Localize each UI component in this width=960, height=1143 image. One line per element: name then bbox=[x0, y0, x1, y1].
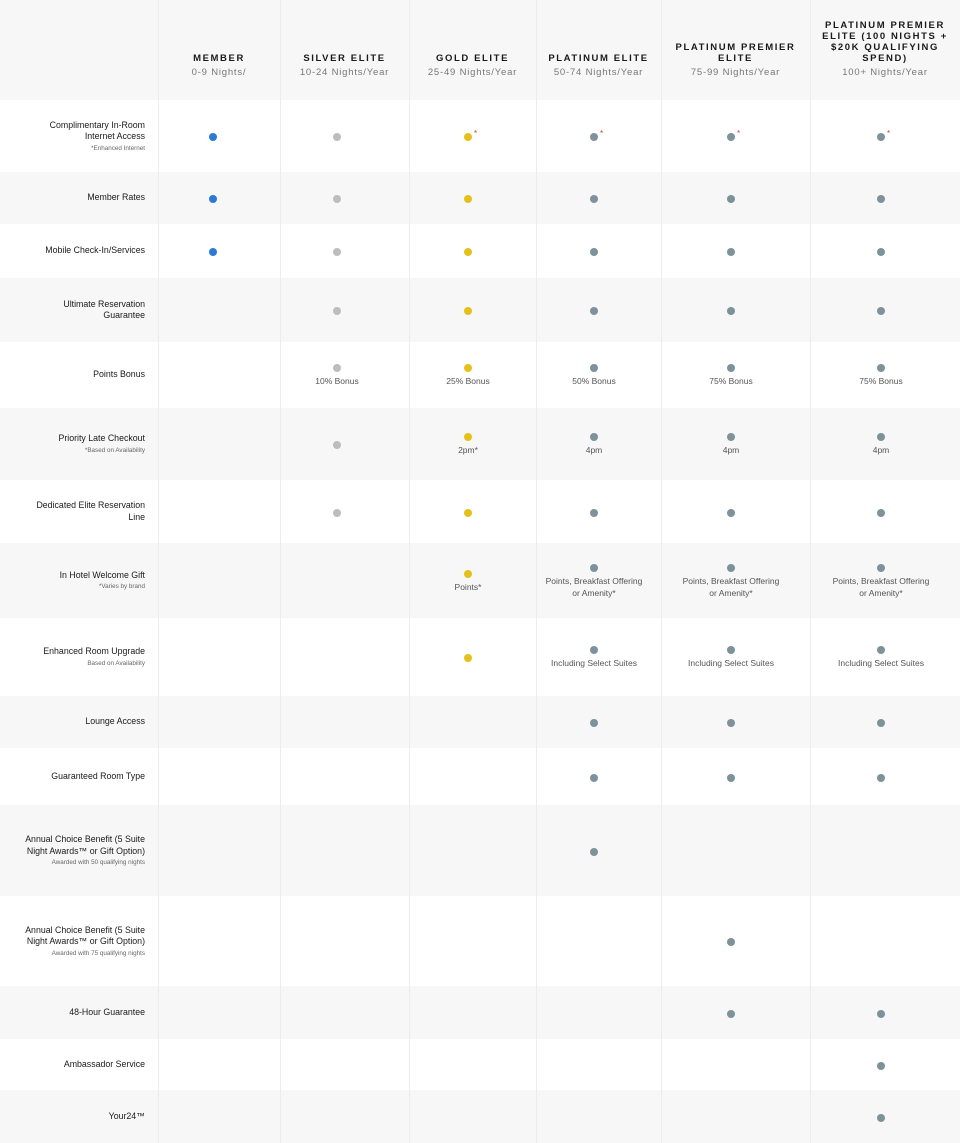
benefit-name: Annual Choice Benefit (5 Suite Night Awards™ or Gift Option) bbox=[25, 924, 145, 946]
column-divider bbox=[810, 0, 811, 1143]
benefit-label bbox=[25, 1007, 145, 1019]
benefit-cell bbox=[681, 306, 781, 315]
benefit-cell bbox=[831, 194, 931, 203]
benefit-cell bbox=[681, 129, 781, 141]
tier-name: PLATINUM PREMIER ELITE bbox=[675, 42, 796, 64]
benefit-cell bbox=[831, 1009, 931, 1018]
benefit-cell bbox=[418, 653, 518, 662]
benefit-note: Awarded with 75 qualifying nights bbox=[51, 949, 145, 957]
benefit-name: Enhanced Room Upgrade bbox=[43, 646, 145, 656]
benefit-value: Points, Breakfast Offering or Amenity* bbox=[832, 575, 930, 598]
included-dot-icon bbox=[464, 509, 472, 517]
benefit-note: *Varies by brand bbox=[98, 583, 145, 590]
benefit-value: 10% Bonus bbox=[315, 376, 359, 386]
included-dot-icon bbox=[590, 307, 598, 315]
benefit-name: Mobile Check-In/Services bbox=[45, 245, 145, 255]
benefit-value: 75% Bonus bbox=[859, 376, 903, 386]
benefit-cell bbox=[287, 363, 387, 387]
benefit-name: Priority Late Checkout bbox=[58, 433, 145, 443]
benefit-cell bbox=[418, 306, 518, 315]
benefit-cell bbox=[163, 247, 263, 256]
benefit-cell bbox=[831, 718, 931, 727]
included-dot-icon bbox=[877, 195, 885, 203]
asterisk-marker: * bbox=[737, 129, 741, 138]
tier-header bbox=[288, 53, 401, 78]
benefit-cell bbox=[418, 129, 518, 141]
included-dot-icon bbox=[727, 1010, 735, 1018]
benefit-cell bbox=[831, 432, 931, 456]
column-divider bbox=[158, 0, 159, 1143]
benefit-name: Ambassador Service bbox=[63, 1058, 145, 1069]
asterisk-marker: * bbox=[887, 129, 891, 138]
included-dot-icon bbox=[877, 509, 885, 517]
benefit-cell bbox=[418, 508, 518, 517]
benefit-cell bbox=[544, 194, 644, 203]
benefit-label bbox=[25, 369, 145, 381]
benefit-value: Including Select Suites bbox=[551, 658, 637, 668]
benefit-cell bbox=[681, 773, 781, 782]
included-dot-icon bbox=[877, 129, 891, 141]
included-dot-icon bbox=[877, 1062, 885, 1070]
benefit-name: Lounge Access bbox=[85, 716, 145, 726]
benefit-label bbox=[25, 433, 145, 455]
benefit-cell bbox=[544, 847, 644, 856]
benefit-cell bbox=[544, 432, 644, 456]
benefit-value: 50% Bonus bbox=[572, 376, 616, 386]
benefit-cell bbox=[287, 508, 387, 517]
included-dot-icon bbox=[727, 364, 735, 372]
included-dot-icon bbox=[333, 133, 341, 141]
benefit-label bbox=[25, 1111, 145, 1123]
benefit-cell bbox=[831, 1061, 931, 1070]
benefit-cell bbox=[544, 306, 644, 315]
included-dot-icon bbox=[877, 646, 885, 654]
benefit-value: Including Select Suites bbox=[688, 658, 774, 668]
benefit-cell bbox=[681, 645, 781, 669]
included-dot-icon bbox=[333, 248, 341, 256]
benefit-cell bbox=[681, 194, 781, 203]
benefit-name: Dedicated Elite Reservation Line bbox=[36, 500, 145, 522]
included-dot-icon bbox=[590, 719, 598, 727]
benefit-cell bbox=[544, 773, 644, 782]
included-dot-icon bbox=[877, 307, 885, 315]
asterisk-marker: * bbox=[600, 129, 604, 138]
benefit-cell bbox=[287, 194, 387, 203]
benefit-label bbox=[25, 716, 145, 728]
included-dot-icon bbox=[464, 129, 478, 141]
included-dot-icon bbox=[590, 364, 598, 372]
included-dot-icon bbox=[877, 564, 885, 572]
included-dot-icon bbox=[464, 570, 472, 578]
benefit-note: *Based on Availability bbox=[84, 446, 145, 454]
included-dot-icon bbox=[877, 1114, 885, 1122]
benefit-name: Guaranteed Room Type bbox=[51, 770, 145, 781]
included-dot-icon bbox=[727, 564, 735, 572]
table-header bbox=[0, 0, 960, 100]
benefit-cell bbox=[831, 563, 931, 599]
benefit-cell bbox=[544, 363, 644, 387]
tier-name: MEMBER bbox=[193, 53, 245, 64]
benefit-cell bbox=[544, 508, 644, 517]
benefit-cell bbox=[544, 645, 644, 669]
included-dot-icon bbox=[590, 774, 598, 782]
benefit-cell bbox=[163, 132, 263, 141]
tier-header bbox=[818, 20, 952, 78]
included-dot-icon bbox=[727, 774, 735, 782]
benefit-value: 4pm bbox=[585, 445, 603, 455]
benefit-cell bbox=[418, 569, 518, 593]
benefit-label bbox=[25, 834, 145, 867]
benefit-cell bbox=[831, 363, 931, 387]
tier-header bbox=[417, 53, 528, 78]
benefit-label bbox=[25, 771, 145, 783]
benefit-label bbox=[25, 500, 145, 523]
included-dot-icon bbox=[590, 195, 598, 203]
tier-name: SILVER ELITE bbox=[303, 53, 386, 64]
included-dot-icon bbox=[590, 433, 598, 441]
included-dot-icon bbox=[209, 133, 217, 141]
benefit-cell bbox=[418, 247, 518, 256]
included-dot-icon bbox=[209, 248, 217, 256]
benefit-cell bbox=[831, 129, 931, 141]
tier-nights: 0-9 Nights/ bbox=[191, 67, 247, 78]
benefit-cell bbox=[418, 363, 518, 387]
included-dot-icon bbox=[590, 509, 598, 517]
benefit-name: Your24™ bbox=[108, 1110, 145, 1121]
column-divider bbox=[409, 0, 410, 1143]
benefit-cell bbox=[831, 247, 931, 256]
benefit-cell bbox=[831, 306, 931, 315]
included-dot-icon bbox=[590, 564, 598, 572]
benefit-note: *Enhanced Internet bbox=[91, 144, 145, 152]
benefit-cell bbox=[418, 194, 518, 203]
included-dot-icon bbox=[727, 307, 735, 315]
benefit-label bbox=[25, 120, 145, 153]
benefit-cell bbox=[287, 440, 387, 449]
included-dot-icon bbox=[727, 433, 735, 441]
benefit-cell bbox=[544, 129, 644, 141]
benefit-label bbox=[25, 646, 145, 668]
tier-header bbox=[544, 53, 653, 78]
included-dot-icon bbox=[209, 195, 217, 203]
benefit-cell bbox=[287, 132, 387, 141]
benefit-name: 48-Hour Guarantee bbox=[69, 1006, 145, 1017]
included-dot-icon bbox=[727, 938, 735, 946]
benefit-value: Points, Breakfast Offering or Amenity* bbox=[545, 575, 643, 598]
benefit-note: Awarded with 50 qualifying nights bbox=[51, 859, 145, 866]
tier-nights: 50-74 Nights/Year bbox=[553, 67, 644, 78]
tier-header bbox=[166, 53, 272, 78]
benefit-cell bbox=[681, 563, 781, 599]
included-dot-icon bbox=[590, 248, 598, 256]
benefit-cell bbox=[831, 508, 931, 517]
included-dot-icon bbox=[333, 307, 341, 315]
benefit-label bbox=[25, 1059, 145, 1071]
benefit-note: Based on Availability bbox=[87, 659, 145, 667]
included-dot-icon bbox=[877, 719, 885, 727]
included-dot-icon bbox=[877, 1010, 885, 1018]
included-dot-icon bbox=[464, 307, 472, 315]
benefit-name: Ultimate Reservation Guarantee bbox=[63, 298, 145, 320]
included-dot-icon bbox=[333, 509, 341, 517]
benefit-cell bbox=[287, 306, 387, 315]
included-dot-icon bbox=[464, 433, 472, 441]
included-dot-icon bbox=[877, 433, 885, 441]
benefit-value: 4pm bbox=[722, 445, 740, 455]
benefit-name: In Hotel Welcome Gift bbox=[59, 569, 145, 580]
benefit-label bbox=[25, 245, 145, 257]
benefit-cell bbox=[544, 718, 644, 727]
benefit-cell bbox=[681, 508, 781, 517]
included-dot-icon bbox=[727, 719, 735, 727]
column-divider bbox=[536, 0, 537, 1143]
benefit-cell bbox=[831, 645, 931, 669]
benefit-value: Including Select Suites bbox=[838, 658, 924, 668]
included-dot-icon bbox=[727, 509, 735, 517]
benefit-name: Complimentary In-Room Internet Access bbox=[49, 119, 145, 141]
benefit-cell bbox=[287, 247, 387, 256]
tier-name: PLATINUM PREMIER ELITE (100 NIGHTS + $20K QUALIFYING SPEND) bbox=[822, 20, 948, 64]
benefit-cell bbox=[681, 363, 781, 387]
included-dot-icon bbox=[877, 364, 885, 372]
tier-nights: 100+ Nights/Year bbox=[842, 67, 928, 78]
included-dot-icon bbox=[877, 248, 885, 256]
tier-name: GOLD ELITE bbox=[436, 53, 509, 64]
benefit-label bbox=[25, 925, 145, 958]
benefit-value: Points* bbox=[454, 581, 482, 592]
included-dot-icon bbox=[464, 248, 472, 256]
benefit-value: Points, Breakfast Offering or Amenity* bbox=[682, 575, 780, 598]
benefit-label bbox=[25, 299, 145, 322]
tier-header bbox=[669, 42, 802, 78]
included-dot-icon bbox=[877, 774, 885, 782]
benefit-cell bbox=[681, 937, 781, 946]
benefit-cell bbox=[418, 432, 518, 456]
included-dot-icon bbox=[727, 195, 735, 203]
included-dot-icon bbox=[590, 129, 604, 141]
benefit-cell bbox=[681, 1009, 781, 1018]
column-divider bbox=[661, 0, 662, 1143]
included-dot-icon bbox=[727, 248, 735, 256]
benefit-value: 75% Bonus bbox=[709, 376, 753, 386]
included-dot-icon bbox=[333, 364, 341, 372]
benefit-cell bbox=[681, 718, 781, 727]
benefit-label bbox=[25, 192, 145, 204]
column-divider bbox=[280, 0, 281, 1143]
included-dot-icon bbox=[464, 364, 472, 372]
benefit-cell bbox=[544, 563, 644, 599]
benefit-value: 2pm* bbox=[458, 445, 478, 455]
tier-nights: 75-99 Nights/Year bbox=[690, 67, 781, 78]
tier-name: PLATINUM ELITE bbox=[548, 53, 649, 64]
tier-nights: 25-49 Nights/Year bbox=[427, 67, 518, 78]
benefit-cell bbox=[163, 194, 263, 203]
benefit-cell bbox=[831, 1113, 931, 1122]
benefit-cell bbox=[831, 773, 931, 782]
benefit-cell bbox=[681, 247, 781, 256]
included-dot-icon bbox=[333, 441, 341, 449]
included-dot-icon bbox=[727, 646, 735, 654]
benefit-name: Points Bonus bbox=[93, 369, 145, 379]
included-dot-icon bbox=[590, 848, 598, 856]
benefit-name: Annual Choice Benefit (5 Suite Night Awards™ or Gift Option) bbox=[25, 834, 145, 856]
included-dot-icon bbox=[464, 195, 472, 203]
benefit-value: 25% Bonus bbox=[446, 376, 490, 386]
included-dot-icon bbox=[727, 129, 741, 141]
benefit-cell bbox=[681, 432, 781, 456]
benefit-name: Member Rates bbox=[87, 192, 145, 202]
benefit-label bbox=[25, 570, 145, 592]
benefit-value: 4pm bbox=[872, 445, 890, 455]
benefit-cell bbox=[544, 247, 644, 256]
included-dot-icon bbox=[590, 646, 598, 654]
included-dot-icon bbox=[464, 654, 472, 662]
asterisk-marker: * bbox=[474, 129, 478, 138]
included-dot-icon bbox=[333, 195, 341, 203]
tier-nights: 10-24 Nights/Year bbox=[299, 67, 390, 78]
